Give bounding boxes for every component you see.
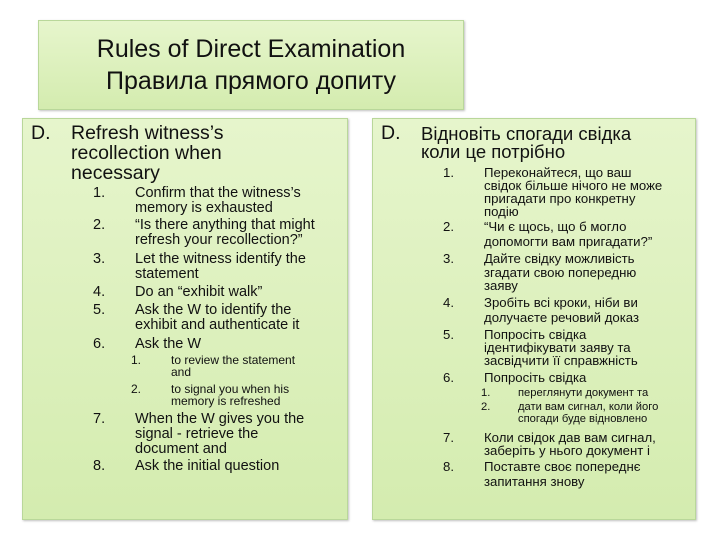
english-content-box [22, 118, 348, 520]
section-letter: D. [381, 122, 401, 144]
list-item-text: Confirm that the witness’s [135, 185, 301, 201]
list-item-text: Зробіть всі кроки, ніби ви [484, 295, 638, 310]
sub-item-number: 1. [131, 353, 142, 367]
sub-item-text: and [171, 365, 192, 379]
list-item-text: згадати свою попередню [484, 265, 637, 280]
list-item-number: 5. [443, 327, 454, 342]
list-item-text: exhibit and authenticate it [135, 317, 300, 333]
list-item-text: Do an “exhibit walk” [135, 284, 263, 300]
list-item-number: 7. [93, 411, 106, 427]
list-item-text: refresh your recollection?” [135, 232, 303, 248]
list-item-text: Поставте своє попереднє [484, 459, 641, 474]
list-item-text: ідентифікувати заяву та [484, 340, 631, 355]
sub-item-number: 1. [481, 387, 491, 399]
sub-item-number: 2. [131, 382, 142, 396]
sub-item-text: спогади буде відновлено [518, 413, 648, 425]
list-item-text: Переконайтеся, що ваш [484, 165, 632, 180]
sub-item-number: 2. [481, 401, 491, 413]
title-box [38, 20, 464, 110]
list-item-number: 3. [443, 251, 454, 266]
title-ukrainian: Правила прямого допиту [106, 67, 396, 95]
ukrainian-content-box [372, 118, 696, 520]
list-item-number: 1. [93, 185, 106, 201]
list-item-text: заяву [484, 278, 518, 293]
list-item-text: Дайте свідку можливість [484, 251, 635, 266]
sub-item-text: переглянути документ та [518, 387, 649, 399]
list-item-text: свідок більше нічого не може [484, 178, 663, 193]
list-item-text: “Is there anything that might [135, 217, 315, 233]
list-item-text: Ask the initial question [135, 458, 280, 474]
list-item-number: 8. [443, 459, 454, 474]
list-item-text: When the W gives you the [135, 411, 305, 427]
list-item-number: 4. [93, 284, 106, 300]
sub-item-text: to signal you when his [171, 382, 290, 396]
list-item-text: долучаєте речовий доказ [484, 310, 640, 325]
list-item-text: Попросіть свідка [484, 327, 587, 342]
section-heading-line: Refresh witness’s [71, 122, 224, 144]
list-item-number: 7. [443, 430, 454, 445]
list-item-text: подію [484, 204, 519, 219]
list-item-text: signal - retrieve the [135, 426, 259, 442]
list-item-text: memory is exhausted [135, 200, 273, 216]
list-item-text: Коли свідок дав вам сигнал, [484, 430, 656, 445]
sub-item-text: to review the statement [171, 353, 296, 367]
list-item-text: Ask the W [135, 336, 202, 352]
list-item-text: допомогти вам пригадати?” [484, 234, 653, 249]
list-item-text: пригадати про конкретну [484, 191, 636, 206]
section-heading-line: Відновіть спогади свідка [421, 123, 632, 144]
list-item-text: “Чи є щось, що б могло [484, 219, 627, 234]
section-heading-line: recollection when [71, 142, 222, 164]
list-item-number: 6. [93, 336, 106, 352]
list-item-number: 5. [93, 302, 106, 318]
sub-item-text: дати вам сигнал, коли його [518, 401, 659, 413]
section-heading-line: necessary [71, 162, 160, 184]
title-english: Rules of Direct Examination [96, 35, 406, 63]
list-item-text: засвідчити її справжність [484, 353, 638, 368]
list-item-text: заберіть у нього документ і [484, 443, 650, 458]
list-item-number: 2. [443, 219, 454, 234]
list-item-text: Ask the W to identify the [135, 302, 292, 318]
list-item-number: 3. [93, 251, 106, 267]
list-item-number: 8. [93, 458, 106, 474]
list-item-number: 1. [443, 165, 454, 180]
list-item-number: 4. [443, 295, 454, 310]
list-item-text: Let the witness identify the [135, 251, 306, 267]
list-item-number: 6. [443, 370, 454, 385]
section-heading-line: коли це потрібно [421, 141, 566, 162]
list-item-text: document and [135, 441, 227, 457]
list-item-number: 2. [93, 217, 106, 233]
sub-item-text: memory is refreshed [171, 394, 281, 408]
list-item-text: statement [135, 266, 199, 282]
list-item-text: запитання знову [484, 474, 585, 489]
list-item-text: Попросіть свідка [484, 370, 587, 385]
section-letter: D. [31, 122, 51, 144]
